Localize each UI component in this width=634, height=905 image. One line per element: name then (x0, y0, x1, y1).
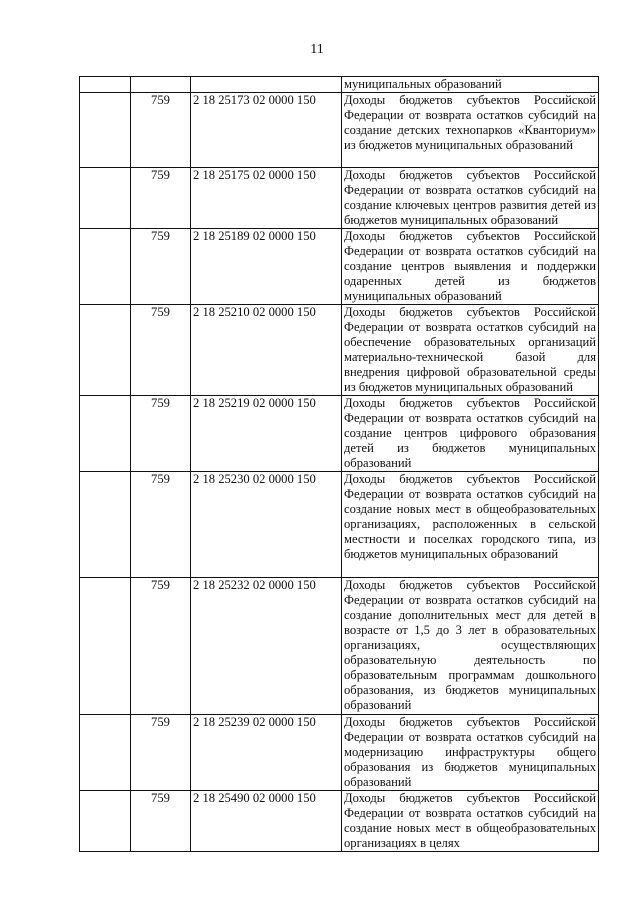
income-description: Доходы бюджетов субъектов Российской Федерации от возврата остатков субсидий на создание центров выявления и поддержки одаренных детей из бюджетов муниципальных образований (342, 229, 599, 305)
empty-cell (80, 715, 131, 791)
empty-cell (191, 77, 342, 93)
budget-code: 2 18 25210 02 0000 150 (191, 305, 342, 396)
empty-cell (80, 229, 131, 305)
empty-cell (80, 472, 131, 578)
table-row (80, 578, 599, 715)
table-row (80, 791, 599, 852)
table-row (80, 715, 599, 791)
income-description: Доходы бюджетов субъектов Российской Федерации от возврата остатков субсидий на создание центров цифрового образования детей из бюджетов муниципальных образований (342, 396, 599, 472)
admin-code: 759 (131, 168, 191, 229)
budget-code: 2 18 25230 02 0000 150 (191, 472, 342, 578)
table-row (80, 93, 599, 168)
continuation-text: муниципальных образований (342, 77, 599, 93)
income-description: Доходы бюджетов субъектов Российской Федерации от возврата остатков субсидий на обеспечение образовательных организаций материально-технической базой для внедрения цифровой образовательной среды из бюджетов муниципальных образований (342, 305, 599, 396)
admin-code: 759 (131, 396, 191, 472)
empty-cell (80, 93, 131, 168)
income-description: Доходы бюджетов субъектов Российской Федерации от возврата остатков субсидий на создание ключевых центров развития детей из бюджетов муниципальных образований (342, 168, 599, 229)
admin-code: 759 (131, 578, 191, 715)
empty-cell (80, 168, 131, 229)
page-number: 11 (310, 42, 324, 57)
admin-code: 759 (131, 791, 191, 852)
budget-classification-table (79, 76, 599, 852)
table-row (80, 396, 599, 472)
empty-cell (80, 578, 131, 715)
income-description: Доходы бюджетов субъектов Российской Федерации от возврата остатков субсидий на создание новых мест в общеобразовательных организациях в целях (342, 791, 599, 852)
table-row (80, 168, 599, 229)
budget-code: 2 18 25232 02 0000 150 (191, 578, 342, 715)
admin-code: 759 (131, 472, 191, 578)
budget-code: 2 18 25173 02 0000 150 (191, 93, 342, 168)
admin-code: 759 (131, 715, 191, 791)
empty-cell (80, 791, 131, 852)
budget-code: 2 18 25490 02 0000 150 (191, 791, 342, 852)
income-description: Доходы бюджетов субъектов Российской Федерации от возврата остатков субсидий на создание детских технопарков «Кванториум» из бюджетов муниципальных образований (342, 93, 599, 168)
income-description: Доходы бюджетов субъектов Российской Федерации от возврата остатков субсидий на создание новых мест в общеобразовательных организациях, расположенных в сельской местности и поселках городского типа, из бюджетов муниципальных образований (342, 472, 599, 578)
budget-code: 2 18 25219 02 0000 150 (191, 396, 342, 472)
admin-code: 759 (131, 229, 191, 305)
empty-cell (131, 77, 191, 93)
empty-cell (80, 396, 131, 472)
income-description: Доходы бюджетов субъектов Российской Федерации от возврата остатков субсидий на создание дополнительных мест для детей в возрасте от 1,5 до 3 лет в образовательных организациях, осуществляющих образовательную деятельность по образовательным программам дошкольного образования, из бюджетов муниципальных образований (342, 578, 599, 715)
continuation-row (80, 77, 599, 93)
table-body (80, 77, 599, 852)
empty-cell (80, 305, 131, 396)
table-row (80, 472, 599, 578)
budget-code: 2 18 25175 02 0000 150 (191, 168, 342, 229)
budget-code: 2 18 25239 02 0000 150 (191, 715, 342, 791)
table-row (80, 229, 599, 305)
admin-code: 759 (131, 305, 191, 396)
income-description: Доходы бюджетов субъектов Российской Федерации от возврата остатков субсидий на модернизацию инфраструктуры общего образования из бюджетов муниципальных образований (342, 715, 599, 791)
budget-code: 2 18 25189 02 0000 150 (191, 229, 342, 305)
empty-cell (80, 77, 131, 93)
admin-code: 759 (131, 93, 191, 168)
table-row (80, 305, 599, 396)
